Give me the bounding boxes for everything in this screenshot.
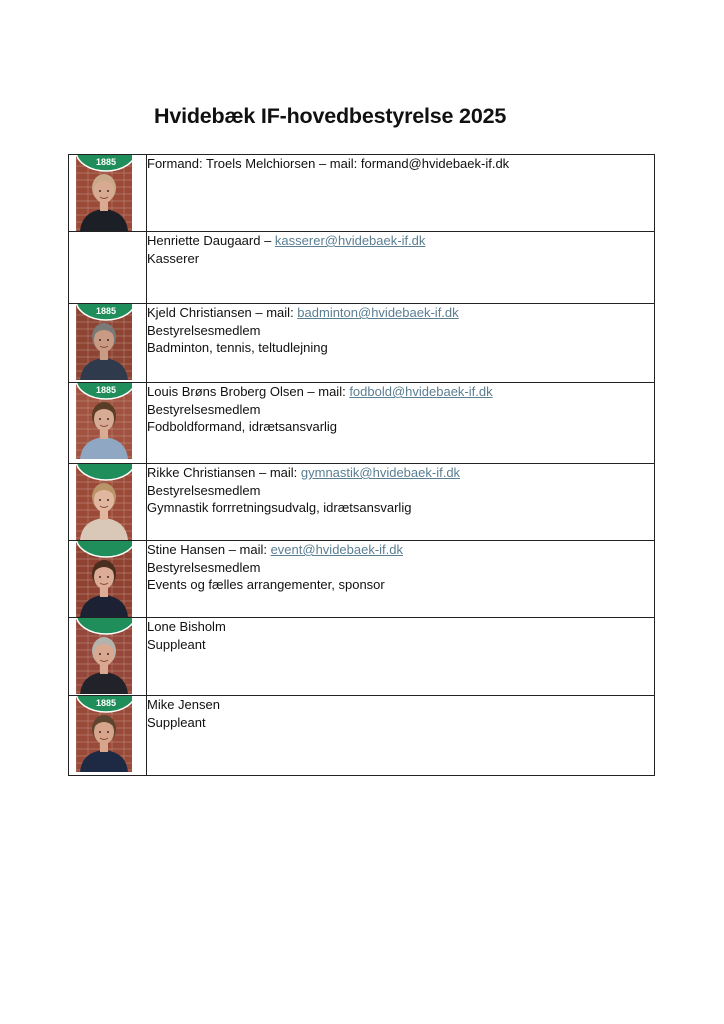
member-role: Suppleant xyxy=(147,714,206,730)
member-name-text: Rikke Christiansen – mail: xyxy=(147,465,301,480)
photo-cell xyxy=(69,464,147,541)
member-name-line xyxy=(147,696,654,714)
member-row xyxy=(69,304,655,383)
member-row xyxy=(69,541,655,618)
member-name-line xyxy=(147,383,654,401)
member-info xyxy=(147,464,655,541)
badge-year: 1885 xyxy=(95,698,117,708)
member-photo xyxy=(76,696,132,772)
member-info xyxy=(147,541,655,618)
badge-year: 1885 xyxy=(95,157,117,167)
photo-cell xyxy=(69,155,147,232)
member-name-line xyxy=(147,304,654,322)
email-link[interactable]: fodbold@hvidebaek-if.dk xyxy=(349,384,493,399)
board-table xyxy=(68,154,655,776)
member-responsibilities: Badminton, tennis, teltudlejning xyxy=(147,340,328,355)
member-responsibilities: Gymnastik forrretningsudvalg, idrætsansvarlig xyxy=(147,500,412,515)
member-row xyxy=(69,155,655,232)
member-name-text: Kjeld Christiansen – mail: xyxy=(147,305,298,320)
member-info xyxy=(147,383,655,464)
badge-year: 1885 xyxy=(95,306,117,316)
member-row xyxy=(69,232,655,304)
member-name-line xyxy=(147,464,654,482)
photo-cell xyxy=(69,696,147,776)
member-info xyxy=(147,232,655,304)
page-title: Hvidebæk IF-hovedbestyrelse 2025 xyxy=(154,104,507,128)
member-photo xyxy=(76,155,132,231)
member-row xyxy=(69,383,655,464)
member-info xyxy=(147,155,655,232)
member-info xyxy=(147,304,655,383)
badge-year: 1885 xyxy=(95,385,117,395)
member-responsibilities: Events og fælles arrangementer, sponsor xyxy=(147,577,385,592)
member-name-text: Louis Brøns Broberg Olsen – mail: xyxy=(147,384,350,399)
member-name-line xyxy=(147,155,654,173)
email-link[interactable]: gymnastik@hvidebaek-if.dk xyxy=(300,465,461,480)
member-name-text: Stine Hansen – mail: xyxy=(147,542,271,557)
member-name-text: Formand: Troels Melchiorsen – mail: formand@hvidebaek-if.dk xyxy=(147,156,510,171)
member-name-text: Henriette Daugaard – xyxy=(147,233,275,248)
member-role: Bestyrelsesmedlem xyxy=(147,482,261,498)
member-role: Bestyrelsesmedlem xyxy=(147,559,261,575)
member-name-line xyxy=(147,541,654,559)
photo-cell xyxy=(69,618,147,696)
member-info xyxy=(147,618,655,696)
member-name-text: Lone Bisholm xyxy=(147,619,226,634)
member-role: Bestyrelsesmedlem xyxy=(147,322,261,338)
member-role: Kasserer xyxy=(147,250,200,266)
photo-cell xyxy=(69,232,147,304)
member-photo xyxy=(76,618,132,694)
member-name-line xyxy=(147,618,654,636)
email-link[interactable]: event@hvidebaek-if.dk xyxy=(270,542,404,557)
member-role: Bestyrelsesmedlem xyxy=(147,401,261,417)
member-row xyxy=(69,696,655,776)
member-responsibilities: Fodboldformand, idrætsansvarlig xyxy=(147,419,338,434)
member-name-text: Mike Jensen xyxy=(147,697,220,712)
photo-cell xyxy=(69,541,147,618)
member-row xyxy=(69,464,655,541)
photo-cell xyxy=(69,383,147,464)
member-info xyxy=(147,696,655,776)
email-link[interactable]: badminton@hvidebaek-if.dk xyxy=(297,305,459,320)
member-photo xyxy=(76,464,132,540)
member-photo xyxy=(76,541,132,617)
photo-cell xyxy=(69,304,147,383)
email-link[interactable]: kasserer@hvidebaek-if.dk xyxy=(274,233,426,248)
member-photo xyxy=(76,304,132,380)
member-photo xyxy=(76,383,132,459)
member-row xyxy=(69,618,655,696)
member-role: Suppleant xyxy=(147,636,206,652)
member-name-line xyxy=(147,232,654,250)
